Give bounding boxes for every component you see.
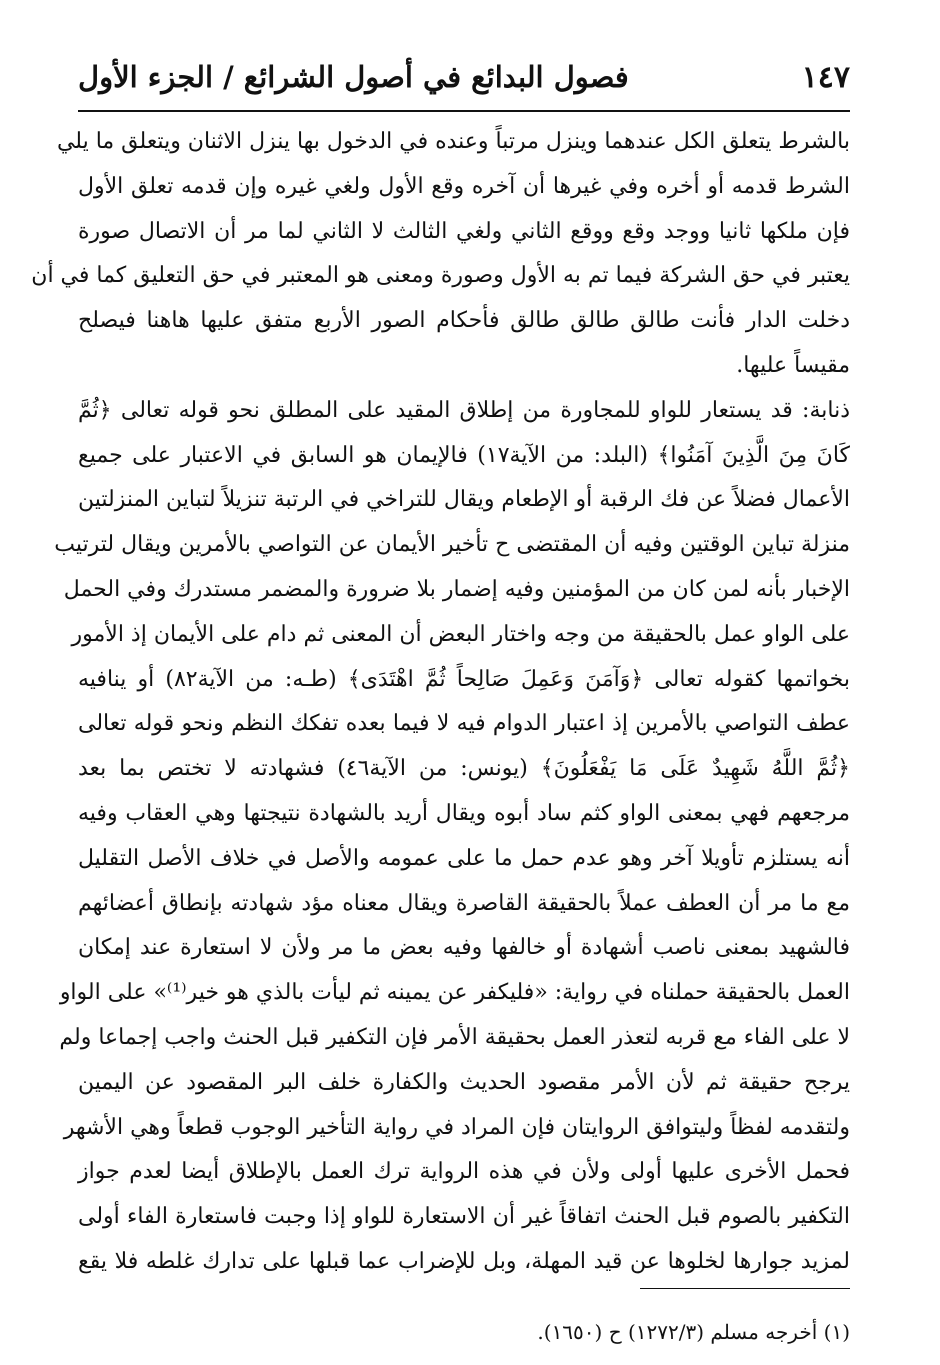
- book-title: فصول البدائع في أصول الشرائع / الجزء الأول: [78, 60, 629, 94]
- text-line: يرجح حقيقة ثم لأن الأمر مقصود الحديث والكفارة خلف البر المقصود عن اليمين: [78, 1069, 850, 1095]
- page-number: ١٤٧: [801, 59, 850, 95]
- text-line: على الواو عمل بالحقيقة من وجه واختار البعض أن المعنى ثم دام على الأيمان إذ الأمور: [71, 621, 850, 647]
- text-line: فحمل الأخرى عليها أولى ولأن في هذه الرواية ترك العمل بالإطلاق أيضا لعدم جواز: [78, 1159, 850, 1185]
- text-line: دخلت الدار فأنت طالق طالق طالق فأحكام الصور الأربع متفق عليها هاهنا فيصلح: [78, 308, 850, 334]
- text-line: الشرط قدمه أو أخره وفي غيرها أن آخره وقع الأول ولغي غيره وإن قدمه تعلق الأول: [78, 173, 850, 199]
- text-line: مع ما مر أن العطف عملاً بالحقيقة القاصرة ويقال معناه مؤد شهادته بإنطاق أعضائهم: [78, 890, 850, 916]
- text-line: كَانَ مِنَ الَّذِينَ آمَنُوا﴾ (البلد: من الآية١٧) فالإيمان هو السابق في الاعتبار على جميع: [78, 442, 850, 468]
- footnote: (١) أخرجه مسلم (١٢٧٢/٣) ح (١٦٥٠).: [537, 1320, 850, 1344]
- text-line: يعتبر في حق الشركة فيما تم به الأول وصورة ومعنى هو المعتبر في حق التعليق كما في أن: [31, 263, 850, 289]
- text-line: فالشهيد بمعنى ناصب أشهادة أو خالفها وفيه بعض ما مر ولأن لا استعارة عند إمكان: [78, 935, 850, 961]
- text-line: ولتقدمه لفظاً وليتوافق الروايتان فإن المراد في رواية التأخير الوجوب قطعاً وهي الأشهر: [63, 1114, 850, 1140]
- text-line: العمل بالحقيقة حملناه في رواية: «فليكفر عن يمينه ثم ليأت بالذي هو خير⁽¹⁾» على الواو: [59, 980, 850, 1006]
- text-line: منزلة تباين الوقتين وفيه أن المقتضى ح تأخير الأيمان عن التواصي بالأمرين ويقال لترتيب: [54, 532, 850, 558]
- text-line: مقيساً عليها.: [736, 352, 850, 378]
- footnote-rule: [640, 1288, 850, 1289]
- body-text: [31, 120, 851, 1285]
- text-line: بخواتمها كقوله تعالى ﴿وَآمَنَ وَعَمِلَ صَالِحاً ثُمَّ اهْتَدَى﴾ (طـه: من الآية٨٢) أو ينافيه: [78, 666, 850, 692]
- text-line: فإن ملكها ثانيا ووجد وقع ووقع الثاني ولغي الثالث لا الثاني لما مر أن الاتصال صورة: [78, 218, 850, 244]
- text-line: مرجعهم فهي بمعنى الواو كثم ساد أبوه ويقال أريد بالشهادة نتيجتها وهي العقاب وفيه: [78, 800, 850, 826]
- text-line: أنه يستلزم تأويلا آخر وهو عدم حمل ما على عمومه والأصل في خلاف الأصل التقليل: [78, 845, 851, 871]
- text-line: بالشرط يتعلق الكل عندهما وينزل مرتباً وعنده في الدخول بها ينزل الاثنان ويتعلق ما يلي: [56, 129, 850, 154]
- header-rule: [78, 110, 850, 112]
- text-line: ﴿ثُمَّ اللَّهُ شَهِيدٌ عَلَى مَا يَفْعَلُونَ﴾ (يونس: من الآية٤٦) فشهادته لا تختص بما بعد: [78, 756, 851, 782]
- text-line: الأعمال فضلاً عن فك الرقبة أو الإطعام ويقال للتراخي في الرتبة تنزيلاً لتباين المنزلتين: [78, 487, 850, 513]
- text-line: لمزيد جوارها لخلوها عن قيد المهلة، وبل للإضراب عما قبلها على تدارك غلطه فلا يقع: [78, 1248, 850, 1274]
- text-line: الإخبار بأنه لمن كان من المؤمنين وفيه إضمار بلا ضرورة والمضمر مستدرك وفي الحمل: [63, 576, 850, 602]
- text-line: عطف التواصي بالأمرين إذ اعتبار الدوام فيه لا فيما بعده تفكك النظم ونحو قوله تعالى: [78, 711, 850, 737]
- text-line: ذنابة: قد يستعار للواو للمجاورة من إطلاق المقيد على المطلق نحو قوله تعالى ﴿ثُمَّ: [78, 397, 850, 423]
- text-line: التكفير بالصوم قبل الحنث اتفاقاً غير أن الاستعارة للواو إذا وجبت فاستعارة الفاء أولى: [78, 1204, 850, 1230]
- running-head: [78, 52, 850, 102]
- text-line: لا على الفاء مع قربه لتعذر العمل بحقيقة الأمر فإن التكفير قبل الحنث واجب إجماعا ولم: [59, 1024, 850, 1050]
